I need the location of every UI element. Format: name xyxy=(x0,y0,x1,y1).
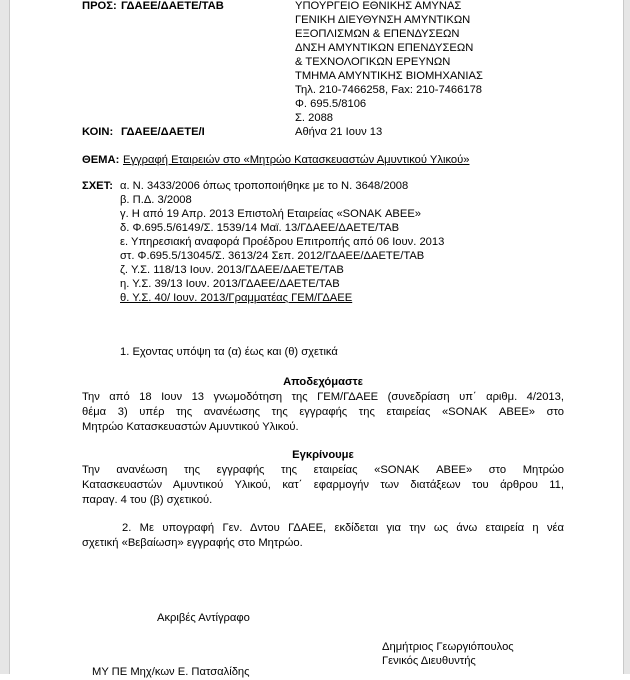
reference-item: ε. Υπηρεσιακή αναφορά Προέδρου Επιτροπής από 06 Ιουν. 2013 xyxy=(120,236,445,248)
accept-line: Την από 18 Ιουν 13 γνωμοδότηση της ΓΕΜ/ΓΔΑΕΕ (συνεδρίαση υπ΄ αριθμ. 4/2013, xyxy=(82,391,564,403)
sender-line: ΕΞΟΠΛΙΣΜΩΝ & ΕΠΕΝΔΥΣΕΩΝ xyxy=(295,28,460,40)
to-value: ΓΔΑΕΕ/ΔΑΕΤΕ/ΤΑΒ xyxy=(121,0,224,12)
document-date: Αθήνα 21 Ιουν 13 xyxy=(295,126,383,138)
signatory-title: Γενικός Διευθυντής xyxy=(382,655,476,667)
references-label: ΣΧΕΤ: xyxy=(82,180,113,192)
approve-paragraph xyxy=(82,463,564,508)
paragraph-2-line: σχετική «Βεβαίωση» εγγραφής στο Μητρώο. xyxy=(82,537,303,549)
cc-value: ΓΔΑΕΕ/ΔΑΕΤΕ/Ι xyxy=(121,126,205,138)
reference-item: β. Π.Δ. 3/2008 xyxy=(120,194,192,206)
subject-label: ΘΕΜΑ: xyxy=(82,154,120,166)
sender-line: ΤΜΗΜΑ ΑΜΥΝΤΙΚΗΣ ΒΙΟΜΗΧΑΝΙΑΣ xyxy=(295,70,483,82)
heading-accept: Αποδεχόμαστε xyxy=(283,376,363,388)
sender-line: ΥΠΟΥΡΓΕΙΟ ΕΘΝΙΚΗΣ ΑΜΥΝΑΣ xyxy=(295,0,462,12)
subject-text: Εγγραφή Εταιρειών στο «Μητρώο Κατασκευαστών Αμυντικού Υλικού» xyxy=(123,154,470,166)
viewer-right-border xyxy=(623,0,630,674)
sender-phone: Τηλ. 210-7466258, Fax: 210-7466178 xyxy=(295,84,483,96)
sender-file-ref: Φ. 695.5/8106 xyxy=(295,98,367,110)
sender-line: & ΤΕΧΝΟΛΟΓΙΚΩΝ ΕΡΕΥΝΩΝ xyxy=(295,56,451,68)
reference-item: στ. Φ.695.5/13045/Σ. 3613/24 Σεπ. 2012/ΓΔΑΕΕ/ΔΑΕΤΕ/ΤΑΒ xyxy=(120,250,425,262)
sender-serial: Σ. 2088 xyxy=(295,112,334,124)
copy-certifier-partial: ΜΥ ΠΕ Μηχ/κων Ε. Πατσαλίδης xyxy=(92,666,250,678)
reference-item: γ. Η από 19 Απρ. 2013 Επιστολή Εταιρείας «SONAK ΑΒΕΕ» xyxy=(120,208,422,220)
reference-item: η. Υ.Σ. 39/13 Ιουν. 2013/ΓΔΑΕΕ/ΔΑΕΤΕ/ΤΑΒ xyxy=(120,278,340,290)
cc-label: ΚΟΙΝ: xyxy=(82,126,114,138)
viewer-left-border xyxy=(0,0,10,674)
signatory-name: Δημήτριος Γεωργιόπουλος xyxy=(382,641,514,653)
heading-approve: Εγκρίνουμε xyxy=(292,449,354,461)
sender-line: ΔΝΣΗ ΑΜΥΝΤΙΚΩΝ ΕΠΕΝΔΥΣΕΩΝ xyxy=(295,42,474,54)
certified-copy-label: Ακριβές Αντίγραφο xyxy=(157,612,250,624)
accept-line: Μητρώο Κατασκευαστών Αμυντικού Υλικού. xyxy=(82,421,299,433)
sender-line: ΓΕΝΙΚΗ ΔΙΕΥΘΥΝΣΗ ΑΜΥΝΤΙΚΩΝ xyxy=(295,14,471,26)
reference-item: ζ. Υ.Σ. 118/13 Ιουν. 2013/ΓΔΑΕΕ/ΔΑΕΤΕ/ΤΑΒ xyxy=(120,264,344,276)
paragraph-2 xyxy=(82,521,564,551)
accept-paragraph xyxy=(82,390,564,435)
reference-item: θ. Υ.Σ. 40/ Ιουν. 2013/Γραμματέας ΓΕΜ/ΓΔΑΕΕ xyxy=(120,292,353,304)
accept-line: θέμα 3) υπέρ της ανανέωσης της εγγραφής της εταιρείας «SONAK ΑΒΕΕ» στο xyxy=(82,406,564,418)
paragraph-2-line: 2. Με υπογραφή Γεν. Δντου ΓΔΑΕΕ, εκδίδεται για την ως άνω εταιρεία η νέα xyxy=(122,522,564,534)
reference-item: δ. Φ.695.5/6149/Σ. 1539/14 Μαϊ. 13/ΓΔΑΕΕ/ΔΑΕΤΕ/ΤΑΒ xyxy=(120,222,400,234)
approve-line: Κατασκευαστών Αμυντικού Υλικού, κατ΄ εφαρμογήν των διατάξεων του άρθρου 11, xyxy=(82,479,564,491)
approve-line: Την ανανέωση της εγγραφής της εταιρείας «SONAK ΑΒΕΕ» στο Μητρώο xyxy=(82,464,564,476)
approve-line: παραγ. 4 του (β) σχετικού. xyxy=(82,494,213,506)
document-page xyxy=(10,0,623,678)
reference-item: α. Ν. 3433/2006 όπως τροποποιήθηκε με το Ν. 3648/2008 xyxy=(120,180,409,192)
to-label: ΠΡΟΣ: xyxy=(82,0,117,12)
paragraph-1: 1. Εχοντας υπόψη τα (α) έως και (θ) σχετικά xyxy=(120,346,338,358)
